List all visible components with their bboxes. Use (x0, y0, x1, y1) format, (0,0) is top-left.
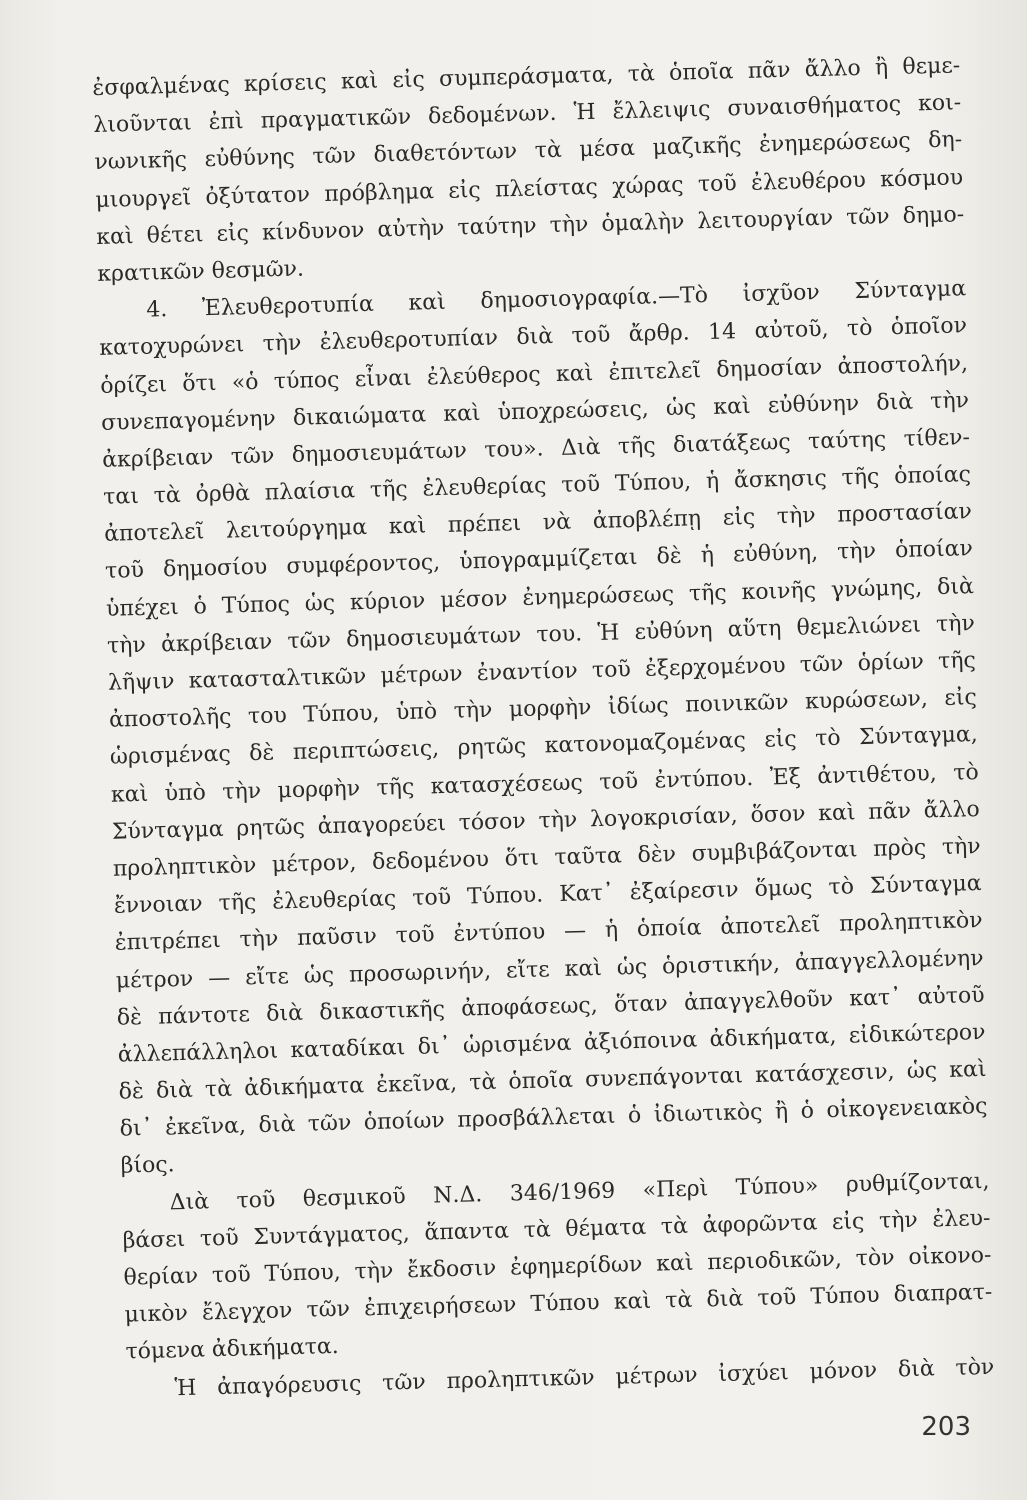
text-line: Διὰ τοῦ θεσμικοῦ Ν.Δ. 346/1969 «Περὶ Τύπου» ρυθμίζονται, (169, 1168, 990, 1215)
text-line: τὴν ἀκρίβειαν τῶν δημοσιευμάτων του. Ἡ εὐθύνη αὕτη θεμελιώνει τὴν (106, 610, 976, 659)
text-line: ται τὰ ὀρθὰ πλαίσια τῆς ἐλευθερίας τοῦ Τύπου, ἡ ἄσκησις τῆς ὁποίας (102, 462, 972, 510)
text-line: ἀλλεπάλληλοι καταδίκαι δι᾽ ὡρισμένα ἀξιόποινα ἀδικήματα, εἰδικώτερον (117, 1019, 986, 1068)
text-line: Ἡ ἀπαγόρευσις τῶν προληπτικῶν μέτρων ἰσχύει μόνον διὰ τὸν (174, 1354, 995, 1401)
page-text (92, 47, 995, 1408)
text-line: Σύνταγμα ρητῶς ἀπαγορεύει τόσον τὴν λογοκρισίαν, ὅσον καὶ πᾶν ἄλλο (111, 796, 980, 845)
text-line: ἐπιτρέπει τὴν παῦσιν τοῦ ἐντύπου — ἡ ὁποία ἀποτελεῖ προληπτικὸν (114, 908, 983, 957)
text-line: ὡρισμένας δὲ περιπτώσεις, ρητῶς κατονομαζομένας εἰς τὸ Σύνταγμα, (109, 722, 979, 771)
text-line: ἔννοιαν τῆς ἐλευθερίας τοῦ Τύπου. Κατ᾽ ἐξαίρεσιν ὅμως τὸ Σύνταγμα (113, 871, 982, 919)
text-line: τόμενα ἀδικήματα. (125, 1334, 340, 1365)
text-line: λιοῦνται ἐπὶ πραγματικῶν δεδομένων. Ἡ ἔλλειψις συναισθήματος κοι- (93, 90, 962, 139)
text-line: βίος. (120, 1152, 175, 1180)
text-line: νωνικῆς εὐθύνης τῶν διαθετόντων τὰ μέσα μαζικῆς ἐνημερώσεως δη- (94, 127, 963, 176)
text-line: ἀποστολῆς του Τύπου, ὑπὸ τὴν μορφὴν ἰδίως ποινικῶν κυρώσεων, εἰς (108, 685, 978, 733)
section-heading-line: 4. Ἐλευθεροτυπία καὶ δημοσιογραφία.—Τὸ ἰσχῦον Σύνταγμα (145, 276, 967, 323)
text-line: ἀποτελεῖ λειτούργημα καὶ πρέπει νὰ ἀποβλέπῃ εἰς τὴν προστασίαν (103, 499, 973, 548)
text-line: κατοχυρώνει τὴν ἐλευθεροτυπίαν διὰ τοῦ ἄρθρ. 14 αὐτοῦ, τὸ ὁποῖον (98, 313, 968, 362)
text-line: συνεπαγομένην δικαιώματα καὶ ὑποχρεώσεις, ὡς καὶ εὐθύνην διὰ τὴν (100, 387, 970, 436)
text-line: καὶ θέτει εἰς κίνδυνον αὐτὴν ταύτην τὴν ὁμαλὴν λειτουργίαν τῶν δημο- (96, 201, 965, 250)
text-line: δι᾽ ἐκεῖνα, διὰ τῶν ὁποίων προσβάλλεται ὁ ἰδιωτικὸς ἢ ὁ οἰκογενειακὸς (119, 1094, 988, 1142)
text-line: θερίαν τοῦ Τύπου, τὴν ἔκδοσιν ἐφημερίδων καὶ περιοδικῶν, τὸν οἰκονο- (123, 1242, 992, 1291)
text-line: λῆψιν κατασταλτικῶν μέτρων ἐναντίον τοῦ ἐξερχομένου τῶν ὁρίων τῆς (107, 648, 977, 696)
text-line: προληπτικὸν μέτρον, δεδομένου ὅτι ταῦτα δὲν συμβιβάζονται πρὸς τὴν (112, 833, 981, 882)
text-line: κρατικῶν θεσμῶν. (97, 256, 305, 287)
text-line: βάσει τοῦ Συντάγματος, ἅπαντα τὰ θέματα τὰ ἀφορῶντα εἰς τὴν ἐλευ- (122, 1205, 991, 1254)
text-line: ἀκρίβειαν τῶν δημοσιευμάτων του». Διὰ τῆς διατάξεως ταύτης τίθεν- (101, 425, 971, 473)
text-line: μικὸν ἔλεγχον τῶν ἐπιχειρήσεων Τύπου καὶ τὰ διὰ τοῦ Τύπου διαπρατ- (124, 1280, 993, 1328)
text-line: καὶ ὑπὸ τὴν μορφὴν τῆς κατασχέσεως τοῦ ἐντύπου. Ἐξ ἀντιθέτου, τὸ (110, 759, 980, 808)
text-line: μέτρον — εἴτε ὡς προσωρινήν, εἴτε καὶ ὡς ὁριστικήν, ἀπαγγελλομένην (115, 945, 984, 994)
text-line: τοῦ δημοσίου συμφέροντος, ὑπογραμμίζεται δὲ ἡ εὐθύνη, τὴν ὁποίαν (104, 536, 974, 585)
text-line: ὑπέχει ὁ Τύπος ὡς κύριον μέσον ἐνημερώσεως τῆς κοινῆς γνώμης, διὰ (105, 573, 975, 622)
text-line: δὲ πάντοτε διὰ δικαστικῆς ἀποφάσεως, ὅταν ἀπαγγελθοῦν κατ᾽ αὐτοῦ (116, 982, 985, 1031)
page-number: 203 (921, 1412, 971, 1442)
text-line: ἐσφαλμένας κρίσεις καὶ εἰς συμπεράσματα, τὰ ὁποῖα πᾶν ἄλλο ἢ θεμε- (92, 53, 961, 101)
text-line: ὁρίζει ὅτι «ὁ τύπος εἶναι ἐλεύθερος καὶ ἐπιτελεῖ δημοσίαν ἀποστολήν, (99, 350, 969, 399)
text-line: δὲ διὰ τὰ ἀδικήματα ἐκεῖνα, τὰ ὁποῖα συνεπάγονται κατάσχεσιν, ὡς καὶ (118, 1056, 987, 1105)
text-line: μιουργεῖ ὀξύτατον πρόβλημα εἰς πλείστας χώρας τοῦ ἐλευθέρου κόσμου (95, 164, 964, 213)
